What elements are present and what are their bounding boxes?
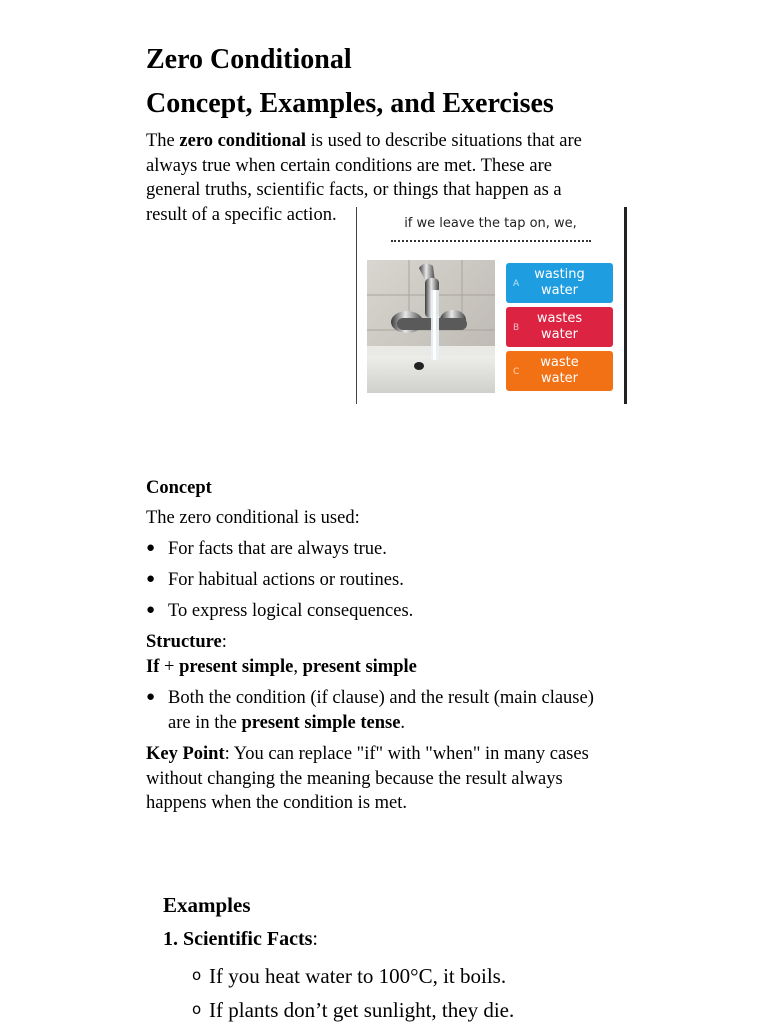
intro-line-3: general truths, scientific facts, or things that happen as a [146, 180, 562, 200]
answer-option-b: B wastes water [506, 307, 613, 347]
bullet-icon: ● [146, 571, 156, 587]
tap-photo [367, 260, 495, 393]
concept-heading: Concept [146, 478, 212, 498]
structure-label: Structure: [146, 632, 227, 652]
bullet-icon: ● [146, 602, 156, 618]
intro-line-1: The zero conditional is used to describe situations that are [146, 131, 582, 151]
bullet-icon: ● [146, 540, 156, 556]
examples-heading: Examples [163, 893, 251, 917]
circle-bullet-icon: o [192, 966, 202, 984]
example-item: o If you heat water to 100°C, it boils. [192, 964, 507, 988]
answer-option-a: A wasting water [506, 263, 613, 303]
examples-section-1: 1. Scientific Facts: [163, 928, 318, 950]
structure-formula: If + present simple, present simple [146, 657, 417, 677]
structure-bullet: ● Both the condition (if clause) and the result (main clause) are in the present simple tense. [146, 688, 594, 733]
quiz-image [356, 207, 627, 404]
bullet-icon: ● [146, 689, 156, 705]
page-title: Zero Conditional [146, 44, 352, 75]
tap-illustration [367, 260, 495, 393]
concept-bullet: ● For facts that are always true. [146, 539, 387, 559]
quiz-question: if we leave the tap on, we, [404, 216, 577, 231]
key-point: Key Point: You can replace "if" with "when" in many cases without changing the meaning because the result always happens when the condition is met. [146, 744, 589, 813]
circle-bullet-icon: o [192, 1000, 202, 1018]
page-subtitle: Concept, Examples, and Exercises [146, 88, 554, 119]
answer-option-c: C waste water [506, 351, 613, 391]
concept-lead: The zero conditional is used: [146, 508, 360, 528]
example-item: o If plants don’t get sunlight, they die. [192, 998, 515, 1022]
concept-bullet: ● To express logical consequences. [146, 601, 414, 621]
intro-bold-term: zero conditional [179, 131, 306, 151]
intro-line-4: result of a specific action. [146, 204, 337, 225]
concept-bullet: ● For habitual actions or routines. [146, 570, 404, 590]
key-point-label: Key Point [146, 744, 225, 764]
intro-line-2: always true when certain conditions are met. These are [146, 155, 552, 176]
quiz-blank-line [391, 240, 591, 242]
